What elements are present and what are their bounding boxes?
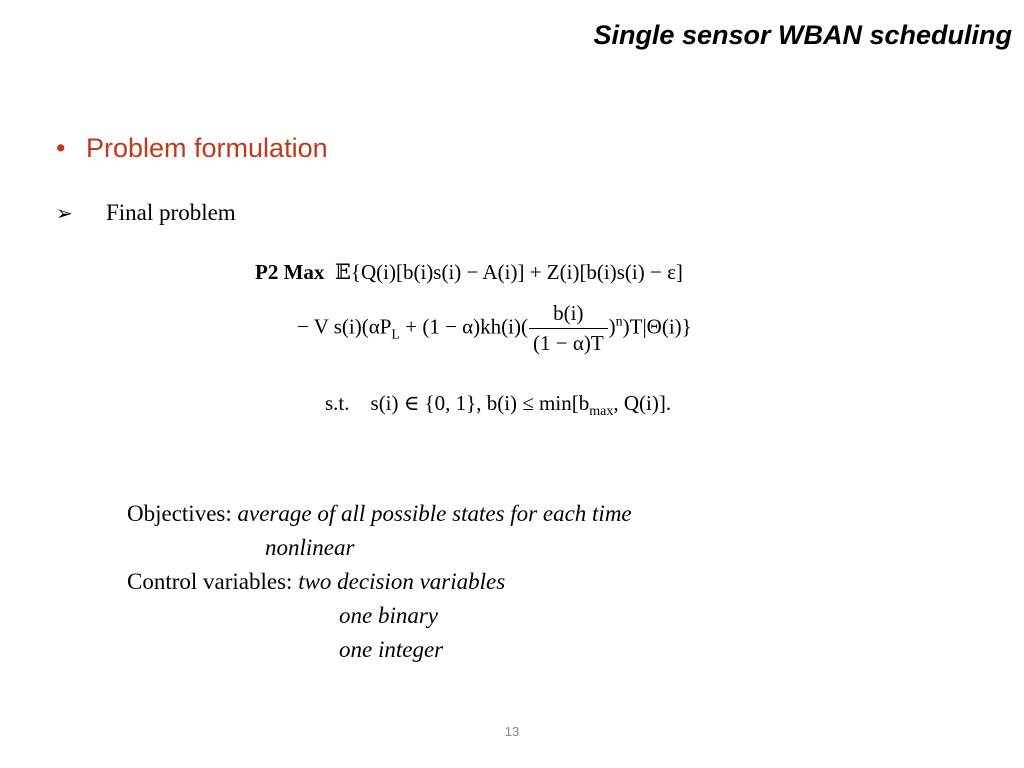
slide-title: Single sensor WBAN scheduling bbox=[593, 20, 1012, 50]
objectives-value-1: average of all possible states for each time bbox=[237, 501, 632, 526]
control-value-1: two decision variables bbox=[298, 569, 506, 594]
formula-max: Max bbox=[283, 260, 325, 284]
bullet-label: Problem formulation bbox=[86, 133, 328, 163]
formula-constraint: s.t. s(i) ∈ {0, 1}, $b(i) \le \min[b_{max}$, Q(i)]. bbox=[325, 391, 672, 420]
control-variables-label: Control variables: bbox=[127, 569, 293, 594]
objectives-line-2 bbox=[127, 531, 632, 565]
control-value-3: one integer bbox=[339, 637, 444, 662]
objectives-value-2: nonlinear bbox=[265, 535, 355, 560]
notes-block bbox=[127, 497, 632, 667]
formula-label: P2 bbox=[255, 260, 279, 284]
formula-line-1 bbox=[255, 260, 683, 285]
formula-fraction: $\frac{b(i)}{(1 - \alpha)T}$ bbox=[529, 301, 608, 356]
formula-block bbox=[255, 255, 815, 425]
control-variables-line bbox=[127, 565, 632, 599]
bullet-problem-formulation bbox=[56, 133, 328, 164]
sub-bullet-label: Final problem bbox=[106, 200, 236, 225]
bullet-dot-icon: • bbox=[56, 133, 66, 163]
objectives-line bbox=[127, 497, 632, 531]
formula-objective-1: 𝔼{Q(i)[b(i)s(i) − A(i)] + Z(i)[b(i)s(i) − ε] bbox=[334, 260, 683, 284]
formula-line-2: − V $s(i)(\alpha P_L + (1 - \alpha)kh(i)$( $\frac{b(i)}{(1 - \alpha)T}$ )$^n$)T|Θ(i)} bbox=[297, 301, 692, 355]
objectives-label: Objectives: bbox=[127, 501, 232, 526]
page-number: 13 bbox=[504, 724, 520, 739]
control-variables-line-2 bbox=[127, 599, 632, 633]
sub-bullet-final-problem bbox=[56, 200, 236, 226]
control-variables-line-3 bbox=[127, 633, 632, 667]
constraint-label: s.t. bbox=[325, 391, 350, 415]
control-value-2: one binary bbox=[339, 603, 439, 628]
arrowhead-bullet-icon: ➢ bbox=[56, 203, 73, 225]
